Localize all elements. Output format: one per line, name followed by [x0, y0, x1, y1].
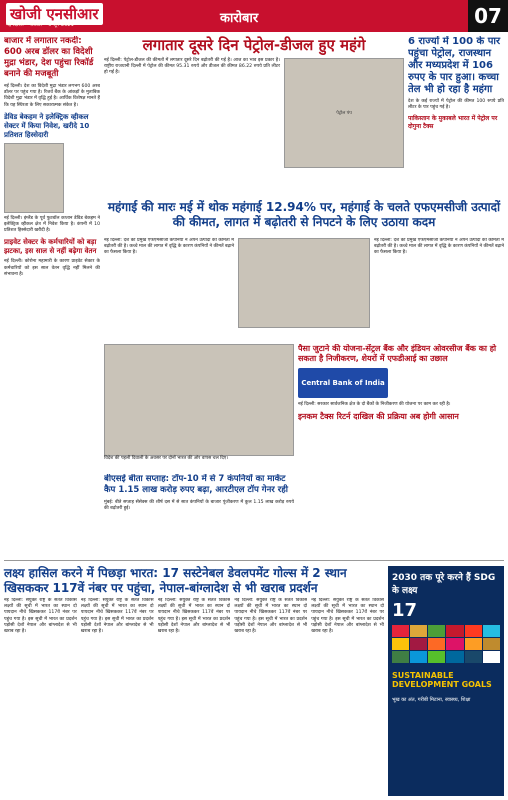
newspaper-logo: खोजी एनसीआर [6, 3, 103, 25]
main-text: नई दिल्ली: पेट्रोल-डीजल की कीमतों में लगातार दूसरे दिन बढ़ोतरी की गई है। आज का भाव इस प्रकार है। राष्ट्रीय राजधानी दिल्ली में पेट्रोल की कीमत 95.31 रुपये और डीजल की कीमत 86.22 रुपये प्रति लीटर हो गई है। [104, 58, 280, 76]
fmcg-headline: महंगाई की मारः मई में थोक महंगाई 12.94% पर, महंगाई के चलते एफएमसीजी उत्पादों की कीमत, लागत में बढ़ोतरी से निपटने के लिए उठाया कदम [107, 200, 501, 229]
right-headline: 6 राज्यों में 100 के पार पहुंचा पेट्रोल, राजस्थान और मध्यप्रदेश में 106 रुपए के पार हुआ। कच्चा तेल भी हो रहा है महंगा [408, 36, 501, 95]
sdg-graphic [388, 566, 504, 796]
bank-story [298, 344, 504, 544]
main-story [104, 36, 404, 196]
couple-photo [104, 344, 294, 456]
sdg-side-text: भूख का अंत, गरीबी मिटाना, स्वास्थ्य, शिक्षा [392, 697, 471, 703]
sdg-text-2: नई दिल्ली: संयुक्त राष्ट्र के सतत विकास लक्ष्यों की सूची में भारत का स्थान दो पायदान नीचे खिसककर 117वें नंबर पर पहुंच गया है। इस सूची में भारत का प्रदर्शन पड़ोसी देशों नेपाल और बांग्लादेश से भी खराब रहा है। [80, 598, 154, 635]
masthead-date: नई दिल्ली • रविवार • 9 जून 2021 [6, 22, 74, 28]
sdg-text-4: नई दिल्ली: संयुक्त राष्ट्र के सतत विकास लक्ष्यों की सूची में भारत का स्थान दो पायदान नीचे खिसककर 117वें नंबर पर पहुंच गया है। इस सूची में भारत का प्रदर्शन पड़ोसी देशों नेपाल और बांग्लादेश से भी खराब रहा है। [234, 598, 308, 635]
forex-text: नई दिल्ली। देश का विदेशी मुद्रा भंडार लगभग 600 अरब डॉलर पर पहुंच गया है। रिजर्व बैंक के आंकड़ों के मुताबिक विदेशी मुद्रा भंडार में वृद्धि हुई है। आर्थिक विशेषज्ञ मानते हैं कि यह स्थिरता के लिए सकारात्मक संकेत है। [4, 84, 100, 108]
sdg-count: 17 [392, 600, 418, 621]
bank-headline: पैसा जुटाने की योजना-सेंट्रल बैंक और इंडियन ओवरसीज बैंक का हो सकता है निजीकरण, शेयरों में एफडीआई का उछाल [298, 344, 497, 363]
main-headline: लगातार दूसरे दिन पेट्रोल-डीजल हुए महंगे [142, 36, 366, 54]
beckham-photo [4, 143, 64, 213]
sdg-text-3: नई दिल्ली: संयुक्त राष्ट्र के सतत विकास लक्ष्यों की सूची में भारत का स्थान दो पायदान नीचे खिसककर 117वें नंबर पर पहुंच गया है। इस सूची में भारत का प्रदर्शन पड़ोसी देशों नेपाल और बांग्लादेश से भी खराब रहा है। [157, 598, 231, 635]
photo-label: पेट्रोल पंप [336, 111, 352, 116]
forex-headline: बाजार में लगातार नकदी: 600 अरब डॉलर का विदेशी मुद्रा भंडार, देश पहुंचा रिकॉर्ड बनाने की मजबूती [4, 36, 94, 79]
private-headline: प्राइवेट सेक्टर के कर्मचारियों को बड़ा झटका, इस साल से नहीं बढ़ेगा वेतन [4, 238, 97, 256]
petrol-pump-photo [284, 58, 404, 168]
right-subhead: पाकिस्तान के मुकाबले भारत में पेट्रोल पर दोगुना टैक्स [408, 115, 498, 131]
fmcg-text-2: नई दिल्ली: देश की प्रमुख एफएमसीजी कंपनियों ने अपने उत्पादों की कीमतों में बढ़ोतरी की है। कच्चे माल की लागत में वृद्धि के कारण कंपनियों ने कीमतें बढ़ाने का फैसला किया है। [374, 238, 504, 256]
sdg-text-5: नई दिल्ली: संयुक्त राष्ट्र के सतत विकास लक्ष्यों की सूची में भारत का स्थान दो पायदान नीचे खिसककर 117वें नंबर पर पहुंच गया है। इस सूची में भारत का प्रदर्शन पड़ोसी देशों नेपाल और बांग्लादेश से भी खराब रहा है। [311, 598, 384, 635]
sdg-body [4, 598, 384, 796]
bank-text: नई दिल्ली: सरकार सार्वजनिक क्षेत्र के दो बैंकों के निजीकरण की योजना पर काम कर रही है। [298, 402, 451, 407]
sdg-brand: SUSTAINABLE DEVELOPMENT GOALS [392, 671, 492, 689]
beckham-text: नई दिल्ली। इंग्लैंड के पूर्व फुटबॉल कप्तान डेविड बेकहम ने इलेक्ट्रिक व्हीकल क्षेत्र में निवेश किया है। कंपनी में 10 प्रतिशत हिस्सेदारी खरीदी है। [4, 215, 100, 234]
sdg-headline: लक्ष्य हासिल करने में पिछड़ा भारत: 17 सस्टेनेबल डेवलपमेंट गोल्स में 2 स्थान खिसककर 117वें नंबर पर पहुंचा, नेपाल-बांग्लादेश से भी खराब प्रदर्शन [4, 566, 347, 595]
bse-headline: बीएसई बीता सप्ताह: टॉप-10 में से 7 कंपनियों का मार्केट कैप 1.15 लाख करोड़ रुपए बढ़ा, आरटीएल टॉप गेनर रही [104, 474, 288, 495]
left-column [4, 36, 100, 554]
section-title: कारोबार [220, 11, 259, 26]
sdg-graphic-title: 2030 तक पूरे करने हैं SDG के लक्ष्य [392, 573, 496, 596]
right-text: देश के कई राज्यों में पेट्रोल की कीमत 100 रुपये प्रति लीटर के पार पहुंच गई है। [408, 99, 504, 111]
fmcg-body [104, 238, 504, 338]
divider [4, 560, 504, 561]
fmcg-text: नई दिल्ली: देश की प्रमुख एफएमसीजी कंपनियों ने अपने उत्पादों की कीमतों में बढ़ोतरी की है। कच्चे माल की लागत में वृद्धि के कारण कंपनियों ने कीमतें बढ़ाने का फैसला किया है। [104, 238, 234, 256]
masthead [0, 0, 508, 32]
private-text: नई दिल्ली। कोरोना महामारी के कारण प्राइवेट सेक्टर के कर्मचारियों को इस साल वेतन वृद्धि नहीं मिलने की संभावना है। [4, 259, 100, 277]
sdg-text-1: नई दिल्ली: संयुक्त राष्ट्र के सतत विकास लक्ष्यों की सूची में भारत का स्थान दो पायदान नीचे खिसककर 117वें नंबर पर पहुंच गया है। इस सूची में भारत का प्रदर्शन पड़ोसी देशों नेपाल और बांग्लादेश से भी खराब रहा है। [4, 598, 77, 635]
bse-story [104, 474, 294, 554]
sdg-color-wheel [388, 621, 504, 667]
fmcg-photo [238, 238, 370, 328]
right-story [408, 36, 504, 196]
itr-headline: इनकम टैक्स रिटर्न दाखिल की प्रक्रिया अब होगी आसान [298, 412, 459, 422]
central-bank-logo: Central Bank of India [298, 368, 388, 398]
beckham-headline: डेविड बेकहम ने इलेक्ट्रिक व्हीकल सेक्टर में किया निवेश, खरीदे 10 प्रतिशत हिस्सेदारी [4, 112, 90, 139]
bse-text: मुंबई: बीते सप्ताह सेंसेक्स की शीर्ष दस में से सात कंपनियों के बाजार पूंजीकरण में कुल 1.15 लाख करोड़ रुपये की बढ़ोतरी हुई। [104, 500, 294, 512]
page-number: 07 [468, 0, 508, 32]
couple-caption: विदेश की पहली दिवाली के अवसर पर दोनों भारत की ओर वापस चल दिए। [104, 456, 229, 461]
